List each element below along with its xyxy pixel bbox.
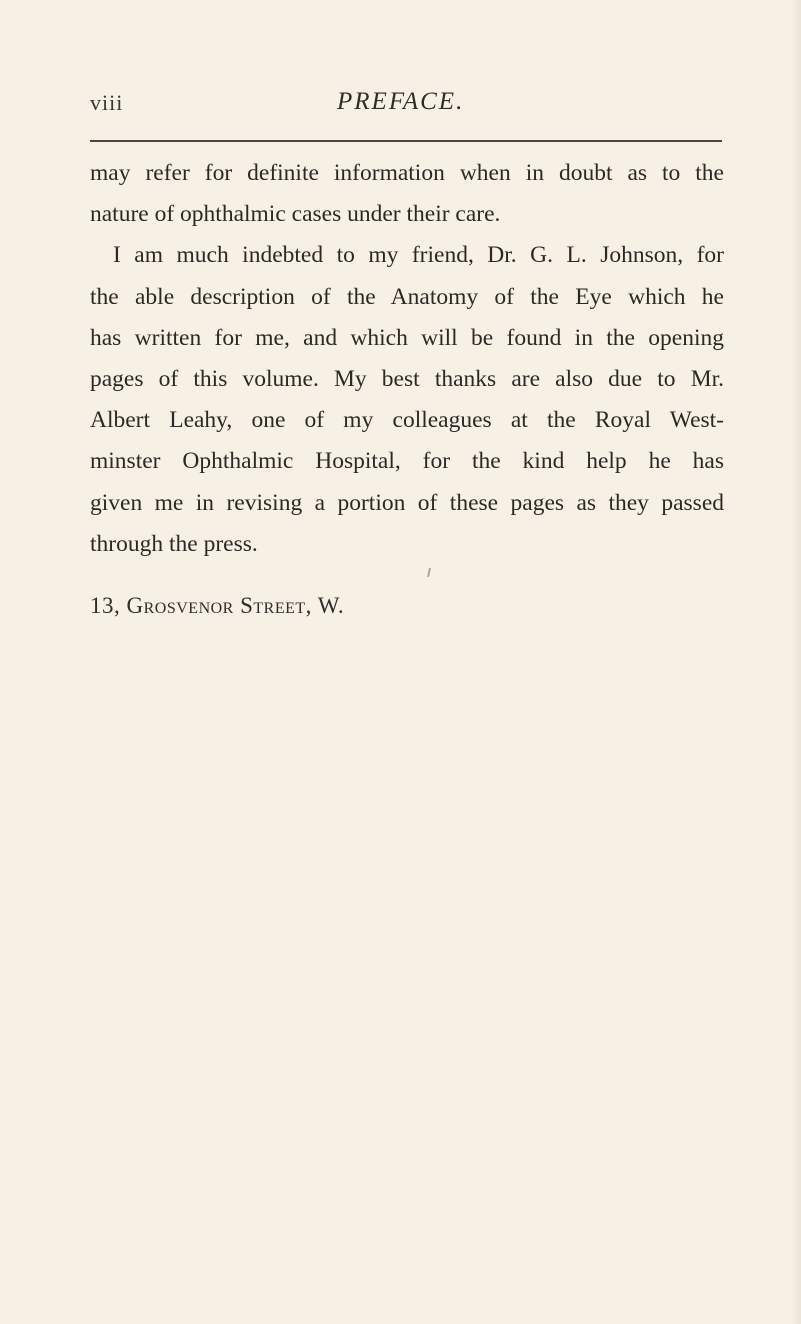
running-head [90,88,720,128]
header-rule [90,140,722,142]
text-line: pages of this volume. My best thanks are also due to Mr. [90,365,724,392]
text-line: has written for me, and which will be found in the opening [90,324,724,351]
text-line: minster Ophthalmic Hospital, for the kind help he has [90,448,724,475]
signature-address: 13, Grosvenor Street, W. [90,593,345,618]
preface-body [90,153,724,565]
text-line: I am much indebted to my friend, Dr. G. L. Johnson, for [113,242,724,269]
running-title: PREFACE. [337,88,465,115]
text-line: the able description of the Anatomy of the Eye which he [90,283,724,310]
text-line: may refer for definite information when in doubt as to the [90,160,724,186]
page-edge-shadow [791,0,801,1324]
text-line: given me in revising a portion of these pages as they passed [90,489,724,516]
text-line: through the press. [90,530,258,557]
ink-speck [427,568,431,577]
page-number: viii [90,90,124,115]
text-line: nature of ophthalmic cases under their care. [90,201,501,228]
text-line: Albert Leahy, one of my colleagues at the Royal West- [90,407,724,434]
